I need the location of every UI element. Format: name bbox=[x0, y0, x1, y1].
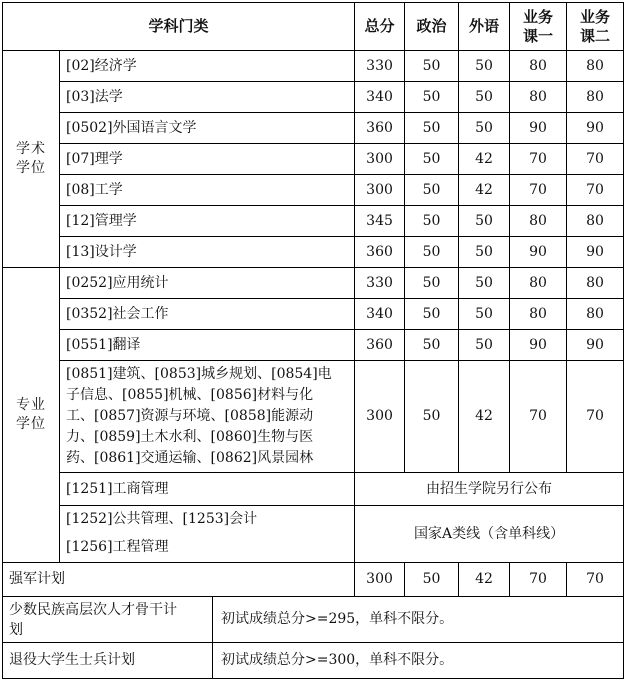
header-politics: 政治 bbox=[405, 3, 459, 51]
course1-score: 70 bbox=[510, 563, 567, 597]
subject-cell: [1251]工商管理 bbox=[60, 473, 355, 506]
politics-score: 50 bbox=[405, 563, 459, 597]
table-row bbox=[3, 268, 624, 299]
header-course1: 业务 课一 bbox=[510, 3, 567, 51]
politics-score: 50 bbox=[405, 206, 459, 237]
plan-label: 少数民族高层次人才骨干计 划 bbox=[3, 597, 213, 643]
header-row bbox=[3, 3, 624, 51]
note-cell: 由招生学院另行公布 bbox=[355, 473, 624, 506]
foreign-score: 50 bbox=[459, 51, 510, 82]
subject-cell: [08]工学 bbox=[60, 175, 355, 206]
header-total: 总分 bbox=[355, 3, 405, 51]
table-row bbox=[3, 237, 624, 268]
course1-score: 90 bbox=[510, 113, 567, 144]
admission-score-table bbox=[2, 2, 624, 679]
course1-score: 80 bbox=[510, 299, 567, 330]
subject-cell: [0252]应用统计 bbox=[60, 268, 355, 299]
course1-score: 70 bbox=[510, 144, 567, 175]
table-row bbox=[3, 51, 624, 82]
course2-score: 70 bbox=[567, 175, 624, 206]
subject-cell: [12]管理学 bbox=[60, 206, 355, 237]
note-cell: 国家A类线（含单科线） bbox=[355, 506, 624, 563]
foreign-score: 50 bbox=[459, 237, 510, 268]
note-cell: 初试成绩总分>=295，单科不限分。 bbox=[213, 597, 624, 643]
table-row bbox=[3, 206, 624, 237]
foreign-score: 50 bbox=[459, 330, 510, 361]
course2-score: 70 bbox=[567, 563, 624, 597]
total-score: 360 bbox=[355, 113, 405, 144]
politics-score: 50 bbox=[405, 361, 459, 473]
subject-cell-engineering: [0851]建筑、[0853]城乡规划、[0854]电 子信息、[0855]机械、[0856]材料与化 工、[0857]资源与环境、[0858]能源动 力、[0859]土木水利、[0860]生物与医 药、[0861]交通运输、[0862]风景园林 bbox=[60, 361, 355, 473]
foreign-score: 42 bbox=[459, 563, 510, 597]
course2-score: 90 bbox=[567, 237, 624, 268]
politics-score: 50 bbox=[405, 330, 459, 361]
foreign-score: 50 bbox=[459, 268, 510, 299]
foreign-score: 50 bbox=[459, 82, 510, 113]
header-foreign: 外语 bbox=[459, 3, 510, 51]
course2-score: 80 bbox=[567, 82, 624, 113]
course2-score: 70 bbox=[567, 361, 624, 473]
course1-score: 90 bbox=[510, 330, 567, 361]
foreign-score: 50 bbox=[459, 206, 510, 237]
politics-score: 50 bbox=[405, 82, 459, 113]
total-score: 330 bbox=[355, 51, 405, 82]
subject-cell: [03]法学 bbox=[60, 82, 355, 113]
table-row-mba bbox=[3, 473, 624, 506]
course1-score: 70 bbox=[510, 175, 567, 206]
course1-score: 80 bbox=[510, 82, 567, 113]
total-score: 360 bbox=[355, 237, 405, 268]
politics-score: 50 bbox=[405, 268, 459, 299]
table-row bbox=[3, 299, 624, 330]
course2-score: 90 bbox=[567, 113, 624, 144]
politics-score: 50 bbox=[405, 144, 459, 175]
subject-cell: [1256]工程管理 bbox=[60, 534, 355, 563]
politics-score: 50 bbox=[405, 113, 459, 144]
course1-score: 80 bbox=[510, 206, 567, 237]
table-row-minority bbox=[3, 597, 624, 643]
total-score: 345 bbox=[355, 206, 405, 237]
total-score: 360 bbox=[355, 330, 405, 361]
total-score: 300 bbox=[355, 361, 405, 473]
course1-score: 80 bbox=[510, 268, 567, 299]
subject-cell: [0352]社会工作 bbox=[60, 299, 355, 330]
table-row bbox=[3, 113, 624, 144]
course2-score: 90 bbox=[567, 330, 624, 361]
table-row bbox=[3, 82, 624, 113]
subject-cell: [13]设计学 bbox=[60, 237, 355, 268]
header-category: 学科门类 bbox=[3, 3, 355, 51]
course2-score: 80 bbox=[567, 206, 624, 237]
total-score: 300 bbox=[355, 175, 405, 206]
total-score: 300 bbox=[355, 563, 405, 597]
course1-score: 70 bbox=[510, 361, 567, 473]
politics-score: 50 bbox=[405, 51, 459, 82]
table-row bbox=[3, 175, 624, 206]
table-row bbox=[3, 144, 624, 175]
table-row bbox=[3, 330, 624, 361]
course2-score: 80 bbox=[567, 299, 624, 330]
group-label-professional: 专业 学位 bbox=[3, 268, 60, 563]
politics-score: 50 bbox=[405, 299, 459, 330]
course1-score: 80 bbox=[510, 51, 567, 82]
plan-label: 退役大学生士兵计划 bbox=[3, 643, 213, 679]
subject-cell: [07]理学 bbox=[60, 144, 355, 175]
plan-label: 强军计划 bbox=[3, 563, 355, 597]
total-score: 340 bbox=[355, 82, 405, 113]
subject-cell: [02]经济学 bbox=[60, 51, 355, 82]
table-row-engineering bbox=[3, 361, 624, 473]
table-row-public bbox=[3, 506, 624, 534]
table-row-army bbox=[3, 563, 624, 597]
total-score: 330 bbox=[355, 268, 405, 299]
course2-score: 80 bbox=[567, 268, 624, 299]
foreign-score: 50 bbox=[459, 299, 510, 330]
foreign-score: 42 bbox=[459, 175, 510, 206]
total-score: 340 bbox=[355, 299, 405, 330]
note-cell: 初试成绩总分>=300，单科不限分。 bbox=[213, 643, 624, 679]
subject-cell: [1252]公共管理、[1253]会计 bbox=[60, 506, 355, 534]
politics-score: 50 bbox=[405, 237, 459, 268]
subject-cell: [0551]翻译 bbox=[60, 330, 355, 361]
foreign-score: 42 bbox=[459, 361, 510, 473]
course2-score: 70 bbox=[567, 144, 624, 175]
politics-score: 50 bbox=[405, 175, 459, 206]
total-score: 300 bbox=[355, 144, 405, 175]
subject-cell: [0502]外国语言文学 bbox=[60, 113, 355, 144]
course2-score: 80 bbox=[567, 51, 624, 82]
group-label-academic: 学术 学位 bbox=[3, 51, 60, 268]
foreign-score: 42 bbox=[459, 144, 510, 175]
foreign-score: 50 bbox=[459, 113, 510, 144]
header-course2: 业务 课二 bbox=[567, 3, 624, 51]
course1-score: 90 bbox=[510, 237, 567, 268]
table-row-veteran bbox=[3, 643, 624, 679]
